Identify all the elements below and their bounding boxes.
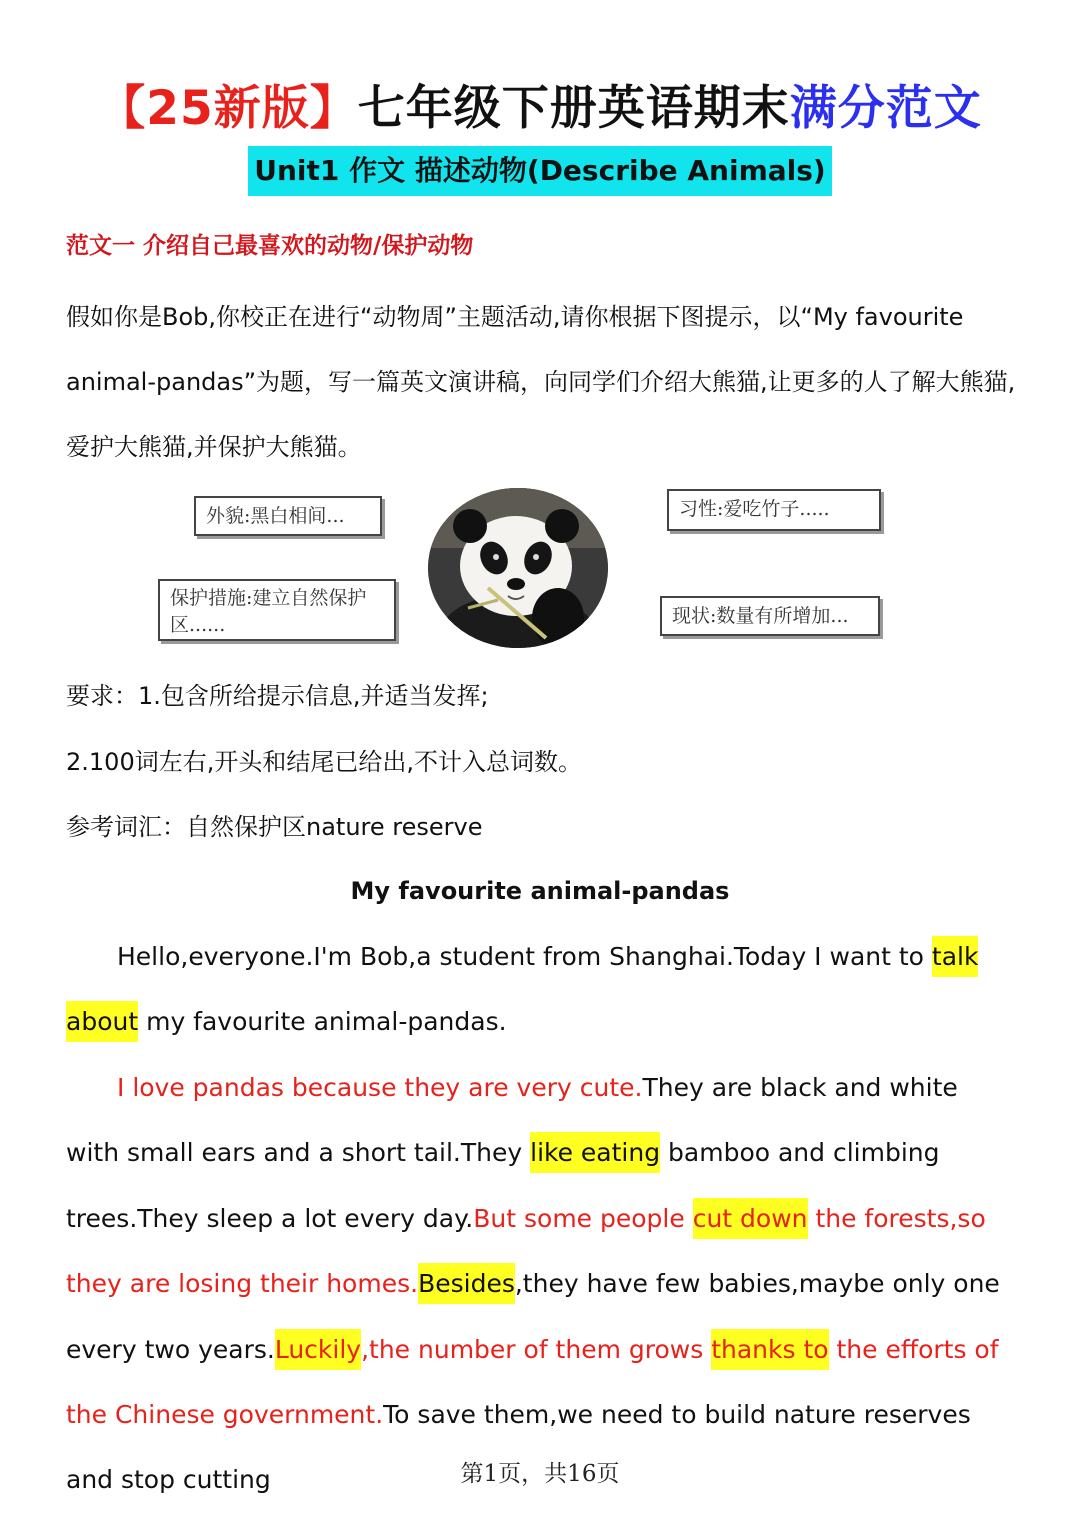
highlighted-phrase: cut down (693, 1198, 808, 1239)
section-title: 范文一 介绍自己最喜欢的动物/保护动物 (66, 233, 474, 259)
panda-illustration (428, 488, 608, 648)
subtitle-row (0, 146, 1080, 196)
essay-text: ,they have few babies,maybe only one every two years. (66, 1269, 1000, 1364)
essay-paragraph-2 (66, 1055, 1016, 1513)
hint-status: 现状:数量有所增加... (660, 596, 880, 636)
essay-text: To save them,we need to build nature reserves and stop cutting (66, 1400, 971, 1495)
title-edition: 【25新版】 (98, 81, 358, 136)
highlighted-phrase: Luckily (275, 1329, 361, 1370)
essay-text: Hello,everyone.I'm Bob,a student from Shanghai.Today I want to (117, 942, 932, 971)
hint-protection: 保护措施:建立自然保护区...... (158, 579, 396, 641)
highlighted-phrase: talk about (66, 936, 978, 1042)
title-fullscore: 满分范文 (789, 81, 982, 136)
writing-prompt: 假如你是Bob,你校正在进行“动物周”主题活动,请你根据下图提示，以“My favourite animal-pandas”为题，写一篇英文演讲稿，向同学们介绍大熊猫,让更多的人了解大熊猫,爱护大熊猫,并保护大熊猫。 (66, 303, 1016, 461)
essay-text: They are black and white with small ears and a short tail.They (66, 1073, 958, 1168)
requirement-1: 要求：1.包含所给提示信息,并适当发挥; (66, 682, 489, 710)
essay-text: my favourite animal-pandas. (138, 1007, 507, 1037)
essay-text: bamboo and climbing trees.They sleep a lot every day. (66, 1138, 940, 1233)
key-sentence: the forests,so they are losing their homes. (66, 1203, 986, 1299)
title-grade: 七年级下册英语期末 (357, 81, 790, 136)
hint-appearance: 外貌:黑白相间... (194, 496, 382, 536)
page-title (0, 78, 1080, 140)
highlighted-phrase: like eating (530, 1132, 660, 1173)
key-sentence: I love pandas because they are very cute. (117, 1073, 643, 1102)
highlighted-phrase: thanks to (711, 1329, 828, 1370)
panda-photo (428, 488, 608, 648)
unit-subtitle: Unit1 作文 描述动物(Describe Animals) (248, 146, 831, 196)
reference-vocab: 参考词汇：自然保护区nature reserve (66, 813, 483, 841)
page-number: 第1页，共16页 (460, 1461, 620, 1487)
requirement-2: 2.100词左右,开头和结尾已给出,不计入总词数。 (66, 748, 582, 776)
hint-habit: 习性:爱吃竹子..... (667, 489, 881, 531)
highlighted-phrase: Besides (418, 1263, 515, 1304)
essay-title: My favourite animal-pandas (350, 877, 730, 905)
essay-paragraph-1 (66, 924, 1016, 1055)
key-sentence: But some people (473, 1203, 693, 1233)
key-sentence: ,the number of them grows (361, 1334, 712, 1364)
key-sentence: the efforts of the Chinese government. (66, 1334, 999, 1430)
